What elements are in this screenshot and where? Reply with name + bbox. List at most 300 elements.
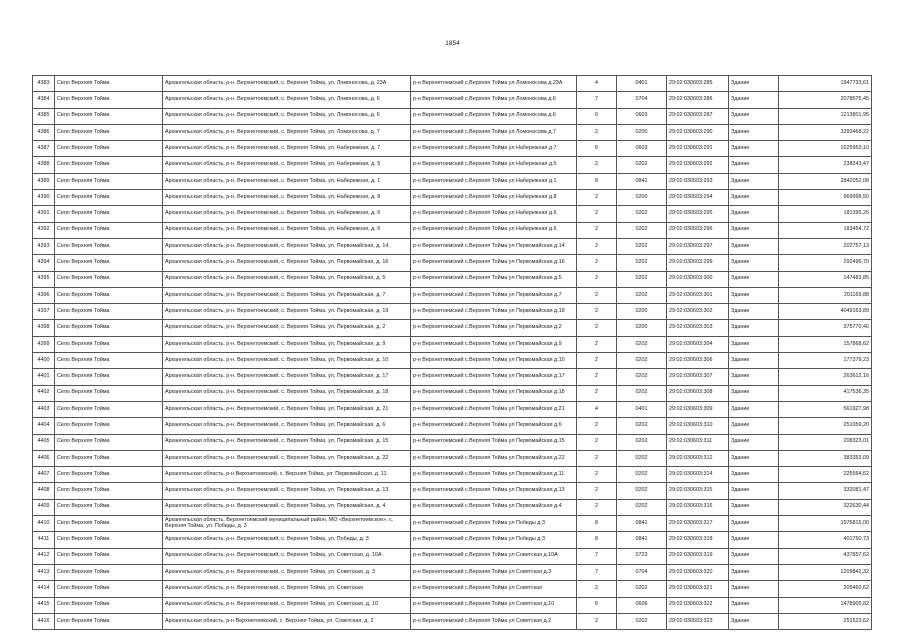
table-row	[33, 173, 872, 189]
settlement-name-cell: Село Верхняя Тойма	[55, 157, 163, 173]
purpose-code-cell: 0202	[617, 613, 667, 629]
full-address-cell: Архангельская область, р-н. Верхнетоемский, с. Верхняя Тойма, ул. Первомайская, д. 5	[163, 271, 411, 287]
cadastral-number-cell: 29:02:030603:306	[667, 353, 729, 369]
cadastral-value-cell: 208323,01	[779, 434, 872, 450]
object-type-cell: Здание	[729, 353, 779, 369]
purpose-code-cell: 0704	[617, 92, 667, 108]
cadastral-value-cell: 202757,13	[779, 238, 872, 254]
row-number-cell: 4395	[33, 271, 55, 287]
full-address-cell: Архангельская область, р-н. Верхнетоемский, с. Верхняя Тойма, ул. Первомайская, д. 10	[163, 353, 411, 369]
full-address-cell: Архангельская область, р-н. Верхнетоемский, с. Верхняя Тойма, ул. Первомайская, д. 16	[163, 255, 411, 271]
category-cell: 2	[577, 222, 617, 238]
row-number-cell: 4408	[33, 483, 55, 499]
table-row	[33, 255, 872, 271]
page-number: 1854	[445, 40, 460, 47]
purpose-code-cell: 0401	[617, 401, 667, 417]
table-row	[33, 206, 872, 222]
settlement-name-cell: Село Верхняя Тойма	[55, 173, 163, 189]
full-address-cell: Архангельская область, р-н. Верхнетоемский, с. Верхняя Тойма, ул. Советская, д. 10А	[163, 548, 411, 564]
settlement-name-cell: Село Верхняя Тойма	[55, 320, 163, 336]
object-type-cell: Здание	[729, 271, 779, 287]
row-number-cell: 4388	[33, 157, 55, 173]
object-type-cell: Здание	[729, 401, 779, 417]
settlement-name-cell: Село Верхняя Тойма	[55, 597, 163, 613]
table-row	[33, 499, 872, 515]
category-cell: 2	[577, 320, 617, 336]
short-address-cell: р-н Верхнетоемский с.Верхняя Тойма ул Набережная д.5	[411, 157, 577, 173]
object-type-cell: Здание	[729, 320, 779, 336]
row-number-cell: 4404	[33, 418, 55, 434]
object-type-cell: Здание	[729, 108, 779, 124]
short-address-cell: р-н Верхнетоемский с.Верхняя Тойма ул Первомайская д.10	[411, 353, 577, 369]
row-number-cell: 4385	[33, 108, 55, 124]
full-address-cell: Архангельская область, р-н. Верхнетоемский, с. Верхняя Тойма, ул. Ломоносова, д. 6	[163, 108, 411, 124]
cadastral-number-cell: 29:02:030603:294	[667, 190, 729, 206]
settlement-name-cell: Село Верхняя Тойма	[55, 613, 163, 629]
table-row	[33, 613, 872, 629]
short-address-cell: р-н Верхнетоемский с.Верхняя Тойма ул Первомайская д.22	[411, 450, 577, 466]
cadastral-value-cell: 383353,09	[779, 450, 872, 466]
cadastral-value-cell: 183454,72	[779, 222, 872, 238]
cadastral-number-cell: 29:02:030603:315	[667, 483, 729, 499]
cadastral-value-cell: 201169,88	[779, 287, 872, 303]
settlement-name-cell: Село Верхняя Тойма	[55, 206, 163, 222]
cadastral-number-cell: 29:02:030603:309	[667, 401, 729, 417]
cadastral-value-cell: 1947733,61	[779, 76, 872, 92]
row-number-cell: 4394	[33, 255, 55, 271]
cadastral-value-cell: 401750,73	[779, 532, 872, 548]
full-address-cell: Архангельская область, р-н Верхнетоемский, с. Верхняя Тойма, ул. Первомайская, д. 11	[163, 467, 411, 483]
settlement-name-cell: Село Верхняя Тойма	[55, 108, 163, 124]
cadastral-number-cell: 29:02:030603:299	[667, 255, 729, 271]
table-row	[33, 76, 872, 92]
object-type-cell: Здание	[729, 385, 779, 401]
full-address-cell: Архангельская область, р-н. Верхнетоемский, с. Верхняя Тойма, ул. Ломоносова, д. 6	[163, 92, 411, 108]
category-cell: 2	[577, 238, 617, 254]
purpose-code-cell: 0202	[617, 353, 667, 369]
category-cell: 2	[577, 157, 617, 173]
settlement-name-cell: Село Верхняя Тойма	[55, 483, 163, 499]
cadastral-number-cell: 29:02:030603:308	[667, 385, 729, 401]
cadastral-value-cell: 263612,16	[779, 369, 872, 385]
row-number-cell: 4415	[33, 597, 55, 613]
category-cell: 7	[577, 564, 617, 580]
short-address-cell: р-н Верхнетоемский с.Верхняя Тойма ул Первомайская д.18	[411, 385, 577, 401]
purpose-code-cell: 0202	[617, 157, 667, 173]
category-cell: 2	[577, 255, 617, 271]
table-row	[33, 516, 872, 532]
category-cell: 6	[577, 108, 617, 124]
row-number-cell: 4398	[33, 320, 55, 336]
full-address-cell: Архангельская область, р-н. Верхнетоемский, с. Верхняя Тойма, ул. Первомайская, д. 17	[163, 369, 411, 385]
cadastral-number-cell: 29:02:030603:312	[667, 450, 729, 466]
purpose-code-cell: 0723	[617, 548, 667, 564]
registry-body	[33, 76, 872, 630]
full-address-cell: Архангельская область, р-н. Верхнетоемский, с. Верхняя Тойма, ул. Первомайская, д. 13	[163, 483, 411, 499]
object-type-cell: Здание	[729, 418, 779, 434]
purpose-code-cell: 0841	[617, 516, 667, 532]
short-address-cell: р-н Верхнетоемский с.Верхняя Тойма ул Ломоносова д.23А	[411, 76, 577, 92]
table-row	[33, 141, 872, 157]
short-address-cell: р-н Верхнетоемский с.Верхняя Тойма ул Советская д.2	[411, 613, 577, 629]
settlement-name-cell: Село Верхняя Тойма	[55, 564, 163, 580]
short-address-cell: р-н Верхнетоемский с.Верхняя Тойма ул Первомайская д.2	[411, 320, 577, 336]
short-address-cell: р-н Верхнетоемский с.Верхняя Тойма ул Советская д.3	[411, 564, 577, 580]
category-cell: 2	[577, 483, 617, 499]
purpose-code-cell: 0200	[617, 320, 667, 336]
row-number-cell: 4386	[33, 124, 55, 140]
short-address-cell: р-н Верхнетоемский с.Верхняя Тойма ул Набережная д.6	[411, 222, 577, 238]
purpose-code-cell: 0200	[617, 124, 667, 140]
cadastral-number-cell: 29:02:030603:286	[667, 92, 729, 108]
row-number-cell: 4407	[33, 467, 55, 483]
row-number-cell: 4402	[33, 385, 55, 401]
settlement-name-cell: Село Верхняя Тойма	[55, 418, 163, 434]
short-address-cell: р-н Верхнетоемский с.Верхняя Тойма ул Первомайская д.15	[411, 434, 577, 450]
cadastral-number-cell: 29:02:030603:310	[667, 418, 729, 434]
table-row	[33, 353, 872, 369]
full-address-cell: Архангельская область, р-н. Верхнетоемский, с. Верхняя Тойма, ул. Набережная, д. 7	[163, 141, 411, 157]
short-address-cell: р-н Верхнетоемский с.Верхняя Тойма ул Ломоносова д.6	[411, 92, 577, 108]
row-number-cell: 4393	[33, 238, 55, 254]
object-type-cell: Здание	[729, 581, 779, 597]
row-number-cell: 4397	[33, 304, 55, 320]
settlement-name-cell: Село Верхняя Тойма	[55, 581, 163, 597]
row-number-cell: 4416	[33, 613, 55, 629]
object-type-cell: Здание	[729, 613, 779, 629]
row-number-cell: 4405	[33, 434, 55, 450]
cadastral-number-cell: 29:02:030603:311	[667, 434, 729, 450]
table-row	[33, 222, 872, 238]
row-number-cell: 4390	[33, 190, 55, 206]
object-type-cell: Здание	[729, 255, 779, 271]
cadastral-number-cell: 29:02:030603:302	[667, 304, 729, 320]
registry-table	[32, 75, 872, 630]
cadastral-number-cell: 29:02:030603:323	[667, 613, 729, 629]
short-address-cell: р-н Верхнетоемский с.Верхняя Тойма ул Набережная д.8	[411, 190, 577, 206]
category-cell: 4	[577, 401, 617, 417]
full-address-cell: Архангельская область, р-н. Верхнетоемский, с. Верхняя Тойма, ул. Набережная, д. 6	[163, 222, 411, 238]
category-cell: 2	[577, 190, 617, 206]
cadastral-value-cell: 4049163,89	[779, 304, 872, 320]
cadastral-value-cell: 332081,47	[779, 483, 872, 499]
cadastral-value-cell: 177379,23	[779, 353, 872, 369]
category-cell: 7	[577, 548, 617, 564]
short-address-cell: р-н Верхнетоемский с.Верхняя Тойма ул Первомайская д.7	[411, 287, 577, 303]
short-address-cell: р-н Верхнетоемский с.Верхняя Тойма ул Первомайская д.13	[411, 483, 577, 499]
full-address-cell: Архангельская область, р-н. Верхнетоемский, с. Верхняя Тойма, ул. Первомайская, д. 4	[163, 499, 411, 515]
short-address-cell: р-н Верхнетоемский с.Верхняя Тойма ул Советская д.10	[411, 597, 577, 613]
cadastral-value-cell: 1213801,95	[779, 108, 872, 124]
table-row	[33, 581, 872, 597]
cadastral-number-cell: 29:02:030603:316	[667, 499, 729, 515]
full-address-cell: Архангельская область, р-н. Верхнетоемский, с. Верхняя Тойма, ул. Первомайская, д. 18	[163, 385, 411, 401]
settlement-name-cell: Село Верхняя Тойма	[55, 401, 163, 417]
category-cell: 2	[577, 336, 617, 352]
settlement-name-cell: Село Верхняя Тойма	[55, 434, 163, 450]
cadastral-value-cell: 1025953,10	[779, 141, 872, 157]
settlement-name-cell: Село Верхняя Тойма	[55, 76, 163, 92]
category-cell: 2	[577, 304, 617, 320]
purpose-code-cell: 0200	[617, 190, 667, 206]
full-address-cell: Архангельская область, р-н Верхнетоемский, с. Верхняя Тойма, ул. Советская, д. 2	[163, 613, 411, 629]
object-type-cell: Здание	[729, 532, 779, 548]
row-number-cell: 4392	[33, 222, 55, 238]
object-type-cell: Здание	[729, 173, 779, 189]
cadastral-number-cell: 29:02:030603:321	[667, 581, 729, 597]
object-type-cell: Здание	[729, 141, 779, 157]
object-type-cell: Здание	[729, 190, 779, 206]
cadastral-number-cell: 29:02:030603:291	[667, 141, 729, 157]
row-number-cell: 4383	[33, 76, 55, 92]
cadastral-number-cell: 29:02:030603:296	[667, 222, 729, 238]
table-row	[33, 271, 872, 287]
table-row	[33, 548, 872, 564]
table-row	[33, 336, 872, 352]
object-type-cell: Здание	[729, 483, 779, 499]
short-address-cell: р-н Верхнетоемский с.Верхняя Тойма ул Набережная д.7	[411, 141, 577, 157]
short-address-cell: р-н Верхнетоемский с.Верхняя Тойма ул Первомайская д.17	[411, 369, 577, 385]
table-row	[33, 450, 872, 466]
cadastral-value-cell: 561927,98	[779, 401, 872, 417]
full-address-cell: Архангельская область, р-н. Верхнетоемский, с. Верхняя Тойма, ул. Первомайская, д. 14	[163, 238, 411, 254]
settlement-name-cell: Село Верхняя Тойма	[55, 385, 163, 401]
table-row	[33, 385, 872, 401]
cadastral-value-cell: 1478905,82	[779, 597, 872, 613]
settlement-name-cell: Село Верхняя Тойма	[55, 548, 163, 564]
purpose-code-cell: 0202	[617, 434, 667, 450]
object-type-cell: Здание	[729, 499, 779, 515]
row-number-cell: 4412	[33, 548, 55, 564]
category-cell: 8	[577, 516, 617, 532]
table-row	[33, 320, 872, 336]
table-row	[33, 467, 872, 483]
short-address-cell: р-н Верхнетоемский с.Верхняя Тойма ул Первомайская д.6	[411, 418, 577, 434]
short-address-cell: р-н Верхнетоемский с.Верхняя Тойма ул Набережная д.6	[411, 206, 577, 222]
cadastral-number-cell: 29:02:030603:320	[667, 564, 729, 580]
purpose-code-cell: 0202	[617, 581, 667, 597]
row-number-cell: 4387	[33, 141, 55, 157]
cadastral-number-cell: 29:02:030603:304	[667, 336, 729, 352]
short-address-cell: р-н Верхнетоемский с.Верхняя Тойма ул Первомайская д.9	[411, 336, 577, 352]
object-type-cell: Здание	[729, 157, 779, 173]
purpose-code-cell: 0202	[617, 418, 667, 434]
cadastral-value-cell: 251059,20	[779, 418, 872, 434]
row-number-cell: 4401	[33, 369, 55, 385]
cadastral-number-cell: 29:02:030603:287	[667, 108, 729, 124]
purpose-code-cell: 0202	[617, 336, 667, 352]
full-address-cell: Архангельская область, р-н. Верхнетоемский, с. Верхняя Тойма, ул. Первомайская, д. 6	[163, 418, 411, 434]
purpose-code-cell: 0202	[617, 499, 667, 515]
object-type-cell: Здание	[729, 369, 779, 385]
category-cell: 6	[577, 597, 617, 613]
object-type-cell: Здание	[729, 92, 779, 108]
category-cell: 4	[577, 76, 617, 92]
full-address-cell: Архангельская область, р-н. Верхнетоемский, с. Верхняя Тойма, ул. Первомайская, д. 15	[163, 434, 411, 450]
settlement-name-cell: Село Верхняя Тойма	[55, 141, 163, 157]
category-cell: 2	[577, 369, 617, 385]
category-cell: 8	[577, 173, 617, 189]
cadastral-value-cell: 147483,85	[779, 271, 872, 287]
category-cell: 2	[577, 450, 617, 466]
cadastral-value-cell: 225564,62	[779, 467, 872, 483]
object-type-cell: Здание	[729, 304, 779, 320]
category-cell: 8	[577, 532, 617, 548]
object-type-cell: Здание	[729, 597, 779, 613]
purpose-code-cell: 0704	[617, 564, 667, 580]
cadastral-number-cell: 29:02:030603:301	[667, 287, 729, 303]
cadastral-value-cell: 157868,62	[779, 336, 872, 352]
row-number-cell: 4411	[33, 532, 55, 548]
table-row	[33, 532, 872, 548]
full-address-cell: Архангельская область, р-н. Верхнетоемский, с. Верхняя Тойма, ул. Ломоносова, д. 23А	[163, 76, 411, 92]
settlement-name-cell: Село Верхняя Тойма	[55, 369, 163, 385]
short-address-cell: р-н Верхнетоемский с.Верхняя Тойма ул Первомайская д.5	[411, 271, 577, 287]
object-type-cell: Здание	[729, 450, 779, 466]
settlement-name-cell: Село Верхняя Тойма	[55, 255, 163, 271]
category-cell: 2	[577, 287, 617, 303]
full-address-cell: Архангельская область, р-н. Верхнетоемский, с. Верхняя Тойма, ул. Первомайская, д. 21	[163, 401, 411, 417]
full-address-cell: Архангельская область, р-н. Верхнетоемский, с. Верхняя Тойма, ул. Советская	[163, 581, 411, 597]
purpose-code-cell: 0202	[617, 385, 667, 401]
category-cell: 2	[577, 434, 617, 450]
category-cell: 6	[577, 141, 617, 157]
category-cell: 2	[577, 581, 617, 597]
cadastral-number-cell: 29:02:030603:297	[667, 238, 729, 254]
cadastral-value-cell: 969998,50	[779, 190, 872, 206]
full-address-cell: Архангельская область, р-н. Верхнетоемский, с. Верхняя Тойма, ул. Первомайская, д. 7	[163, 287, 411, 303]
row-number-cell: 4400	[33, 353, 55, 369]
short-address-cell: р-н Верхнетоемский с.Верхняя Тойма ул Ломоносова д.7	[411, 124, 577, 140]
short-address-cell: р-н Верхнетоемский с.Верхняя Тойма ул Первомайская д.11	[411, 467, 577, 483]
settlement-name-cell: Село Верхняя Тойма	[55, 516, 163, 532]
table-row	[33, 418, 872, 434]
purpose-code-cell: 0603	[617, 141, 667, 157]
category-cell: 2	[577, 385, 617, 401]
full-address-cell: Архангельская область, Верхнетоемский муниципальный район, МО «Верхнетоемское», с. Верхняя Тойма, ул. Победы, д. 3	[163, 516, 411, 532]
category-cell: 2	[577, 206, 617, 222]
category-cell: 7	[577, 92, 617, 108]
settlement-name-cell: Село Верхняя Тойма	[55, 222, 163, 238]
object-type-cell: Здание	[729, 287, 779, 303]
short-address-cell: р-н Верхнетоемский с.Верхняя Тойма ул Первомайская д.14	[411, 238, 577, 254]
category-cell: 2	[577, 353, 617, 369]
purpose-code-cell: 0202	[617, 369, 667, 385]
row-number-cell: 4413	[33, 564, 55, 580]
cadastral-number-cell: 29:02:030603:322	[667, 597, 729, 613]
purpose-code-cell: 0401	[617, 76, 667, 92]
table-row	[33, 483, 872, 499]
full-address-cell: Архангельская область, р-н. Верхнетоемский, с. Верхняя Тойма, ул. Победы, д. 3	[163, 532, 411, 548]
cadastral-number-cell: 29:02:030603:292	[667, 157, 729, 173]
row-number-cell: 4396	[33, 287, 55, 303]
settlement-name-cell: Село Верхняя Тойма	[55, 271, 163, 287]
cadastral-value-cell: 2842052,08	[779, 173, 872, 189]
table-row	[33, 157, 872, 173]
settlement-name-cell: Село Верхняя Тойма	[55, 532, 163, 548]
purpose-code-cell: 0202	[617, 287, 667, 303]
cadastral-number-cell: 29:02:030603:285	[667, 76, 729, 92]
table-row	[33, 597, 872, 613]
cadastral-value-cell: 1209842,32	[779, 564, 872, 580]
purpose-code-cell: 0603	[617, 108, 667, 124]
purpose-code-cell: 0841	[617, 532, 667, 548]
cadastral-value-cell: 181395,26	[779, 206, 872, 222]
full-address-cell: Архангельская область, р-н. Верхнетоемский, с. Верхняя Тойма, ул. Набережная, д. 5	[163, 157, 411, 173]
cadastral-value-cell: 1575815,00	[779, 516, 872, 532]
settlement-name-cell: Село Верхняя Тойма	[55, 124, 163, 140]
purpose-code-cell: 0200	[617, 304, 667, 320]
settlement-name-cell: Село Верхняя Тойма	[55, 304, 163, 320]
short-address-cell: р-н Верхнетоемский с.Верхняя Тойма ул Победы д.3	[411, 516, 577, 532]
object-type-cell: Здание	[729, 564, 779, 580]
full-address-cell: Архангельская область, р-н. Верхнетоемский, с. Верхняя Тойма, ул. Набережная, д. 6	[163, 206, 411, 222]
settlement-name-cell: Село Верхняя Тойма	[55, 92, 163, 108]
full-address-cell: Архангельская область, р-н. Верхнетоемский, с. Верхняя Тойма, ул. Набережная, д. 1	[163, 173, 411, 189]
purpose-code-cell: 0202	[617, 222, 667, 238]
table-row	[33, 369, 872, 385]
settlement-name-cell: Село Верхняя Тойма	[55, 190, 163, 206]
cadastral-value-cell: 2078575,45	[779, 92, 872, 108]
row-number-cell: 4403	[33, 401, 55, 417]
row-number-cell: 4384	[33, 92, 55, 108]
short-address-cell: р-н Верхнетоемский с.Верхняя Тойма ул Первомайская д.4	[411, 499, 577, 515]
full-address-cell: Архангельская область, р-н. Верхнетоемский, с. Верхняя Тойма, ул. Набережная, д. 8	[163, 190, 411, 206]
cadastral-number-cell: 29:02:030603:295	[667, 206, 729, 222]
table-row	[33, 287, 872, 303]
full-address-cell: Архангельская область, р-н. Верхнетоемский, с. Верхняя Тойма, ул. Первомайская, д. 19	[163, 304, 411, 320]
settlement-name-cell: Село Верхняя Тойма	[55, 287, 163, 303]
cadastral-number-cell: 29:02:030603:318	[667, 532, 729, 548]
purpose-code-cell: 0841	[617, 173, 667, 189]
cadastral-value-cell: 437857,62	[779, 548, 872, 564]
purpose-code-cell: 0202	[617, 467, 667, 483]
category-cell: 2	[577, 467, 617, 483]
object-type-cell: Здание	[729, 434, 779, 450]
short-address-cell: р-н Верхнетоемский с.Верхняя Тойма ул Победы д.3	[411, 532, 577, 548]
object-type-cell: Здание	[729, 76, 779, 92]
table-row	[33, 401, 872, 417]
object-type-cell: Здание	[729, 336, 779, 352]
cadastral-value-cell: 322630,44	[779, 499, 872, 515]
object-type-cell: Здание	[729, 548, 779, 564]
table-row	[33, 238, 872, 254]
purpose-code-cell: 0606	[617, 597, 667, 613]
settlement-name-cell: Село Верхняя Тойма	[55, 353, 163, 369]
full-address-cell: Архангельская область, р-н. Верхнетоемский, с. Верхняя Тойма, ул. Ломоносова, д. 7	[163, 124, 411, 140]
purpose-code-cell: 0202	[617, 255, 667, 271]
full-address-cell: Архангельская область, р-н. Верхнетоемский, с. Верхняя Тойма, ул. Советская, д. 3	[163, 564, 411, 580]
object-type-cell: Здание	[729, 467, 779, 483]
row-number-cell: 4406	[33, 450, 55, 466]
cadastral-value-cell: 238243,47	[779, 157, 872, 173]
cadastral-value-cell: 292496,70	[779, 255, 872, 271]
settlement-name-cell: Село Верхняя Тойма	[55, 238, 163, 254]
row-number-cell: 4399	[33, 336, 55, 352]
row-number-cell: 4391	[33, 206, 55, 222]
table-row	[33, 92, 872, 108]
cadastral-number-cell: 29:02:030603:293	[667, 173, 729, 189]
object-type-cell: Здание	[729, 516, 779, 532]
full-address-cell: Архангельская область, р-н. Верхнетоемский, с. Верхняя Тойма, ул. Первомайская, д. 22	[163, 450, 411, 466]
category-cell: 2	[577, 124, 617, 140]
full-address-cell: Архангельская область, р-н. Верхнетоемский, с. Верхняя Тойма, ул. Первомайская, д. 2	[163, 320, 411, 336]
cadastral-number-cell: 29:02:030603:290	[667, 124, 729, 140]
short-address-cell: р-н Верхнетоемский с.Верхняя Тойма ул Первомайская д.19	[411, 304, 577, 320]
cadastral-number-cell: 29:02:030603:300	[667, 271, 729, 287]
settlement-name-cell: Село Верхняя Тойма	[55, 499, 163, 515]
short-address-cell: р-н Верхнетоемский с.Верхняя Тойма ул Советская	[411, 581, 577, 597]
